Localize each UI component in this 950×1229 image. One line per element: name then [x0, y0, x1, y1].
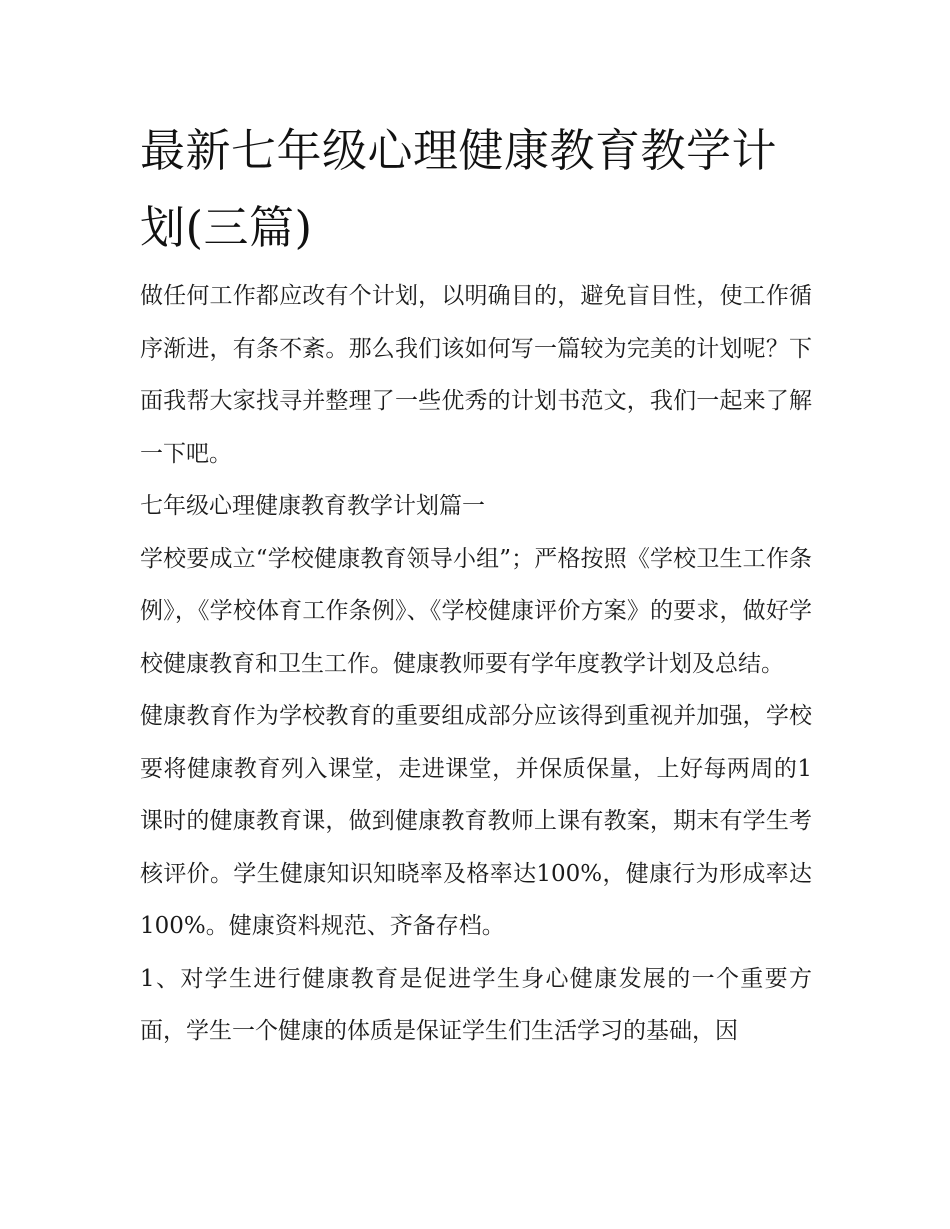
body-paragraph: 1、对学生进行健康教育是促进学生身心健康发展的一个重要方面，学生一个健康的体质是保证学生们生活学习的基础，因 — [140, 965, 812, 1044]
section-heading: 七年级心理健康教育教学计划篇一 — [140, 493, 485, 519]
body-paragraph: 学校要成立“学校健康教育领导小组”；严格按照《学校卫生工作条例》，《学校体育工作条例》、《学校健康评价方案》的要求，做好学校健康教育和卫生工作。健康教师要有学年度教学计划及总结。 — [140, 545, 812, 677]
body-paragraph: 健康教育作为学校教育的重要组成部分应该得到重视并加强，学校要将健康教育列入课堂，走进课堂，并保质保量，上好每两周的1课时的健康教育课，做到健康教育教师上课有教案，期末有学生考核评价。学生健康知识知晓率及格率达100%，健康行为形成率达100%。健康资料规范、齐备存档。 — [140, 703, 812, 939]
document-title: 最新七年级心理健康教育教学计划(三篇) — [140, 124, 778, 254]
intro-paragraph: 做任何工作都应改有个计划，以明确目的，避免盲目性，使工作循序渐进，有条不紊。那么我们该如何写一篇较为完美的计划呢？下面我帮大家找寻并整理了一些优秀的计划书范文，我们一起来了解一下吧。 — [140, 283, 812, 467]
document-body — [140, 112, 812, 1058]
